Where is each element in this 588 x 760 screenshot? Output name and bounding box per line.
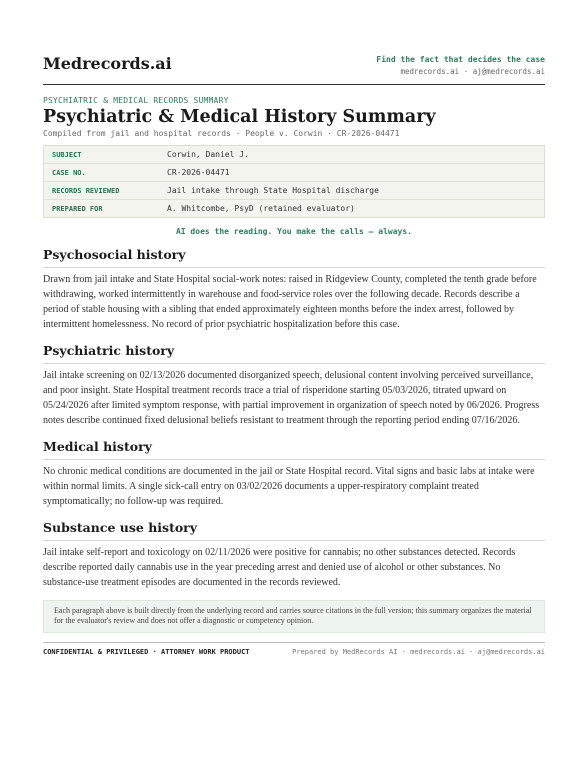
section-body: Drawn from jail intake and State Hospital social-work notes: raised in Ridgeview County, completed the tenth grade before withdrawing, worked intermittently in warehouse and food-service roles over the following decade. Records describe a period of stable housing with a sibling that ended approximately eighteen months before the index arrest, followed by intermittent homelessness. No record of prior psychiatric hospitalization before this case.	[43, 274, 537, 330]
brand-contact: medrecords.ai · aj@medrecords.ai	[400, 67, 545, 76]
meta-row-case-no	[44, 164, 545, 182]
page-footer	[43, 642, 545, 660]
brand-tagline: Find the fact that decides the case	[376, 55, 545, 64]
meta-value: CR-2026-04471	[159, 164, 545, 182]
document-kicker: PSYCHIATRIC & MEDICAL RECORDS SUMMARY	[43, 96, 229, 105]
masthead	[43, 0, 545, 85]
section-body: Jail intake self-report and toxicology on 02/11/2026 were positive for cannabis; no other substances detected. Records describe reported daily cannabis use in the year preceding arrest and denied use of alcohol or other substances. No substance-use treatment episodes are documented in the records reviewed.	[43, 547, 516, 588]
summary-note: Each paragraph above is built directly from the underlying record and carries source citations in the full version; this summary organizes the material for the evaluator's review and does not offer a diagnostic or competency opinion.	[43, 600, 545, 633]
confidential-notice: CONFIDENTIAL & PRIVILEGED · ATTORNEY WORK PRODUCT	[43, 648, 250, 656]
section-heading: Psychiatric history	[43, 343, 545, 364]
brand-logo: Medrecords.ai	[43, 54, 172, 73]
meta-row-prepared-for	[44, 200, 545, 218]
section-body: Jail intake screening on 02/13/2026 documented disorganized speech, delusional content involving perceived surveillance, and poor insight. State Hospital treatment records trace a trial of risperidone starting 05/03/2026, titrated upward on 05/24/2026 after limited symptom response, with partial improvement in organization of speech noted by 06/2026. Progress notes describe continued fixed delusional beliefs resistant to treatment through the reporting period ending 07/16/2026.	[43, 370, 540, 426]
motto-line: AI does the reading. You make the calls — always.	[175, 227, 412, 236]
section-body: No chronic medical conditions are documented in the jail or State Hospital record. Vital signs and basic labs at intake were within normal limits. A single sick-call entry on 03/02/2026 documents a upper-respiratory complaint treated symptomatically; no follow-up was required.	[43, 466, 535, 507]
document-page	[43, 0, 545, 656]
meta-label: PREPARED FOR	[52, 204, 103, 213]
section-psychosocial-history	[43, 247, 545, 332]
meta-value: A. Whitcombe, PsyD (retained evaluator)	[167, 204, 355, 213]
section-heading: Substance use history	[43, 520, 545, 541]
section-heading: Psychosocial history	[43, 247, 545, 268]
section-medical-history	[43, 439, 545, 509]
section-psychiatric-history	[43, 343, 545, 428]
prepared-by: Prepared by MedRecords AI · medrecords.ai · aj@medrecords.ai	[292, 648, 545, 656]
meta-value: Corwin, Daniel J.	[159, 146, 545, 164]
document-subtitle: Compiled from jail and hospital records · People v. Corwin · CR-2026-04471	[43, 129, 400, 138]
meta-label: CASE NO.	[44, 164, 160, 182]
page-title: Psychiatric & Medical History Summary	[43, 107, 436, 127]
meta-row-subject	[44, 146, 545, 164]
section-heading: Medical history	[43, 439, 545, 460]
section-substance-use-history	[43, 520, 545, 590]
meta-label: SUBJECT	[44, 146, 160, 164]
meta-label: RECORDS REVIEWED	[44, 182, 160, 200]
meta-value: Jail intake through State Hospital discharge	[159, 182, 545, 200]
case-meta-table	[43, 145, 545, 218]
meta-row-records-reviewed	[44, 182, 545, 200]
